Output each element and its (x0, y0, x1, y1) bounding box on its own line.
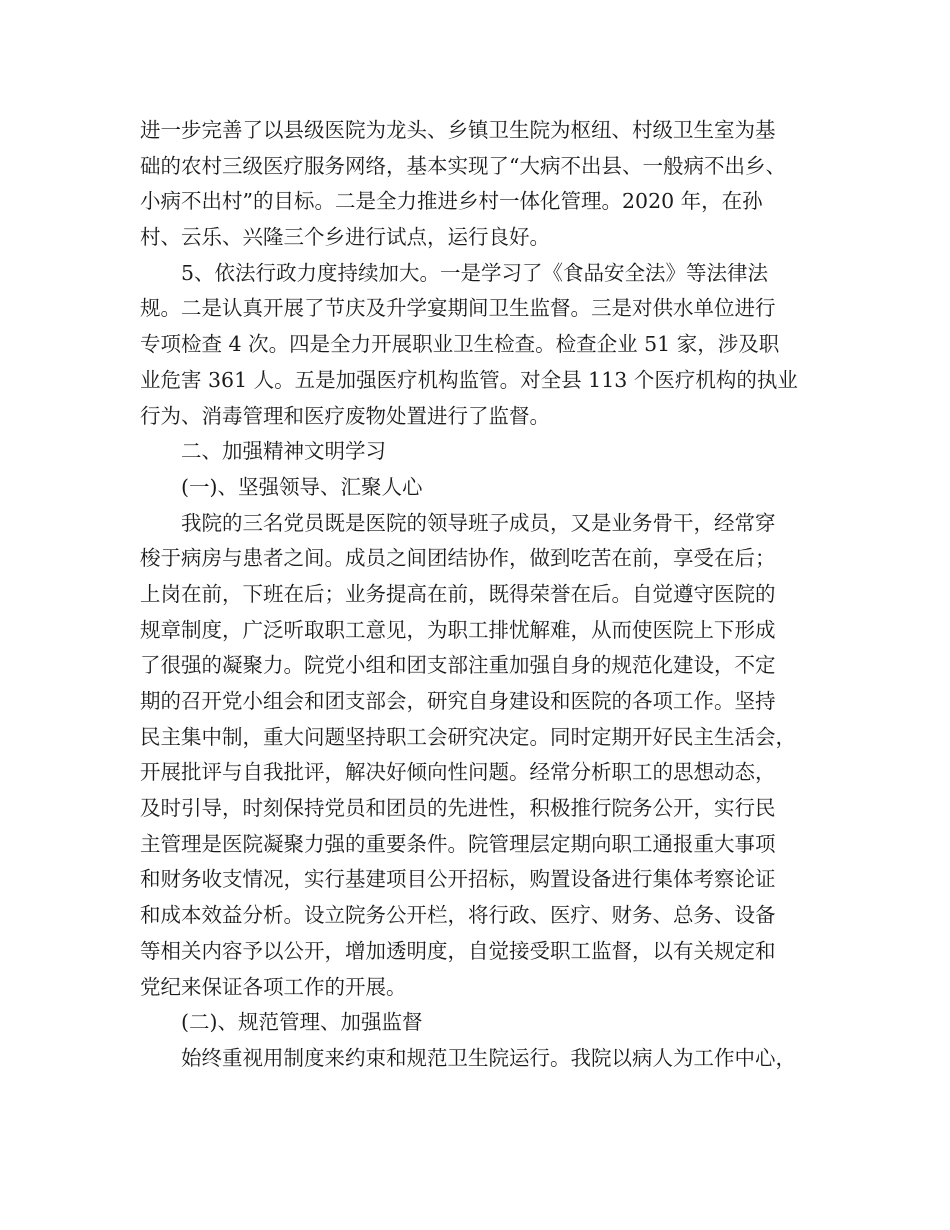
text-line: 开展批评与自我批评，解决好倾向性问题。经常分析职工的思想动态， (140, 760, 776, 785)
text-line: 我院的三名党员既是医院的领导班子成员，又是业务骨干，经常穿 (181, 510, 776, 535)
text-line: (二)、规范管理、加强监督 (181, 1010, 423, 1035)
text-line: 了很强的凝聚力。院党小组和团支部注重加强自身的规范化建设，不定 (140, 653, 776, 678)
text-line: 民主集中制，重大问题坚持职工会研究决定。同时定期开好民主生活会， (140, 724, 796, 749)
text-line: 进一步完善了以县级医院为龙头、乡镇卫生院为枢纽、村级卫生室为基 (140, 118, 776, 142)
text-line: 专项检查 4 次。四是全力开展职业卫生检查。检查企业 51 家，涉及职 (140, 332, 780, 357)
text-line: 党纪来保证各项工作的开展。 (140, 974, 407, 999)
text-line: 和成本效益分析。设立院务公开栏，将行政、医疗、财务、总务、设备 (140, 903, 776, 928)
text-line: 期的召开党小组会和团支部会，研究自身建设和医院的各项工作。坚持 (140, 689, 776, 713)
text-line: 行为、消毒管理和医疗废物处置进行了监督。 (140, 403, 550, 428)
text-line: 等相关内容予以公开，增加透明度，自觉接受职工监督，以有关规定和 (140, 938, 776, 963)
text-line: 础的农村三级医疗服务网络，基本实现了“大病不出县、一般病不出乡、 (140, 153, 786, 178)
text-line: 和财务收支情况，实行基建项目公开招标，购置设备进行集体考察论证 (140, 867, 776, 892)
text-line: 小病不出村”的目标。二是全力推进乡村一体化管理。2020 年，在孙 (140, 189, 763, 214)
text-line: 村、云乐、兴隆三个乡进行试点，运行良好。 (140, 225, 550, 250)
text-line: 规章制度，广泛听取职工意见，为职工排忧解难，从而使医院上下形成 (140, 617, 776, 642)
text-line: 及时引导，时刻保持党员和团员的先进性，积极推行院务公开，实行民 (140, 796, 776, 821)
text-line: (一)、坚强领导、汇聚人心 (181, 474, 423, 499)
text-line: 5、依法行政力度持续加大。一是学习了《食品安全法》等法律法 (181, 260, 769, 285)
text-line: 上岗在前，下班在后；业务提高在前，既得荣誉在后。自觉遵守医院的 (140, 581, 776, 606)
text-line: 始终重视用制度来约束和规范卫生院运行。我院以病人为工作中心， (181, 1045, 796, 1070)
text-line: 业危害 361 人。五是加强医疗机构监管。对全县 113 个医疗机构的执业 (140, 367, 798, 392)
text-line: 主管理是医院凝聚力强的重要条件。院管理层定期向职工通报重大事项 (140, 831, 776, 856)
text-line: 梭于病房与患者之间。成员之间团结协作，做到吃苦在前，享受在后； (140, 546, 776, 571)
text-line: 规。二是认真开展了节庆及升学宴期间卫生监督。三是对供水单位进行 (140, 296, 776, 321)
document-page (140, 113, 830, 1077)
text-line: 二、加强精神文明学习 (181, 439, 386, 464)
